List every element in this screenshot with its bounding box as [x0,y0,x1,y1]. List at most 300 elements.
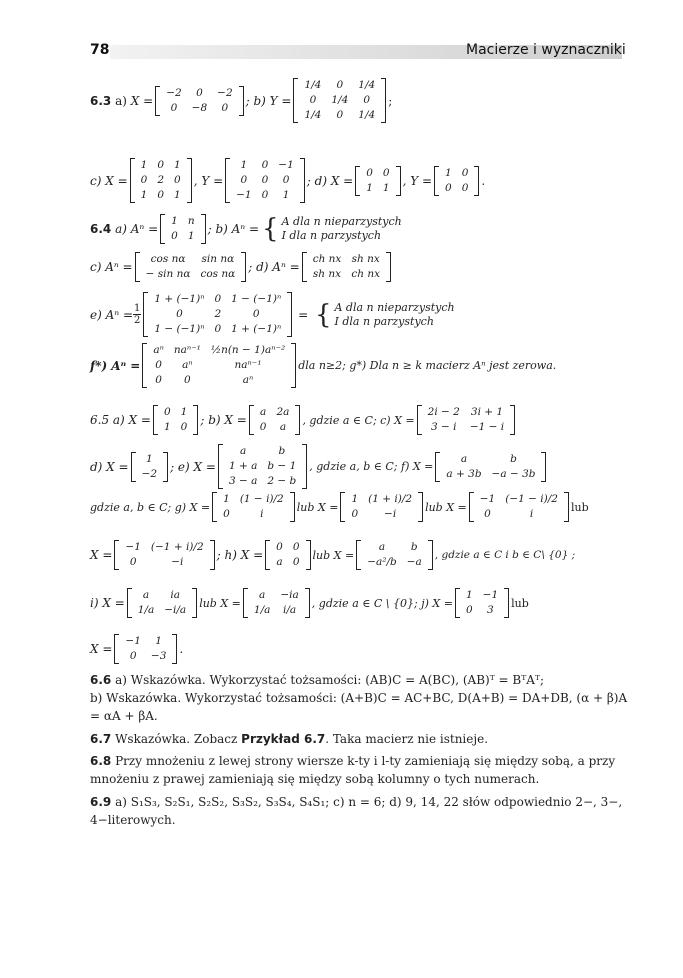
text: , gdzie a ∈ C; c) X = [302,413,415,427]
matrix-cell: 1/4 [358,109,376,121]
label-6-8: 6.8 [90,754,112,768]
matrix-cell: 0 [155,374,162,386]
text: lub X = [425,500,467,514]
matrix-cell: 1 + (−1)ⁿ [154,293,205,305]
matrix-cell: a [460,452,468,465]
matrix-cell: 3 − a [228,475,258,487]
matrix-cell: aⁿ [153,344,164,356]
matrix-row [440,181,473,196]
matrix-table [362,540,427,570]
matrix-6-4-f [142,343,296,388]
matrix-cell: 0 [157,159,165,171]
text: , Y = [402,173,433,188]
matrix-cell: 1 [240,159,248,171]
answer-6-5-g [90,492,589,522]
text: . [179,642,184,656]
matrix-cell: −ia [280,589,299,601]
matrix-table [423,405,510,435]
matrix-table [224,444,301,489]
matrix-row [120,555,208,570]
matrix-cell: 1 [163,421,171,433]
matrix-row [224,444,301,459]
matrix-row [475,492,563,507]
matrix-6-3-dY [434,166,479,196]
matrix-cell: −2 [217,86,233,99]
matrix-cell: 1 [155,635,162,647]
answer-6-8 [90,752,630,788]
case-line: I dla n parzystych [334,314,434,328]
matrix-row [441,452,540,467]
matrix-cell: a [142,589,150,601]
matrix-cell: 0 [351,508,359,520]
matrix-row [120,649,171,664]
text: ; b) X = [200,413,247,427]
matrix-cell: 0 [276,541,283,553]
matrix-6-3-X [155,86,243,116]
matrix-6-5-g4 [114,540,214,570]
matrix-cell: −2 [166,86,182,99]
matrix-table [440,166,473,196]
matrix-cell: 0 [382,166,390,179]
matrix-cell: 1/4 [304,109,322,121]
answer-6-5-j2 [90,634,183,664]
matrix-row [166,214,199,229]
text: a) Aⁿ = [115,222,159,236]
matrix-row [133,588,191,603]
matrix-cell: −a²/b [367,556,397,568]
answer-6-9 [90,793,630,829]
matrix-row [361,166,394,181]
text: ; h) X = [216,548,264,562]
matrix-cell: −i [384,508,397,520]
matrix-cell: 0 [163,406,171,418]
answer-6-3-cd [90,158,485,203]
matrix-row [141,267,241,282]
answer-6-4-e: e) Aⁿ = $\frac{1}{2}$ 1 + (−1)ⁿ 0 1 − (−1)ⁿ 0 2 0 1 − (−1)ⁿ 0 1 + (−1)ⁿ = { A dla n nieparzystych I dla n parzystych [90,293,455,335]
matrix-cell: 2 − b [267,475,297,487]
text: Przy mnożeniu z lewej strony wiersze k-ty i l-ty zamieniają się między sobą, a przy mnożeniu z prawej zamieniają się między sobą kolumny o tych numerach. [90,754,616,786]
matrix-cell: cos nα [200,268,236,280]
matrix-cell: −a − 3b [491,467,536,480]
matrix-cell: 0 [363,94,371,106]
matrix-cell: 0 [465,604,473,616]
matrix-cell: 1 [174,189,181,201]
text: . Taka macierz nie istnieje. [325,732,489,746]
text: f*) Aⁿ = [90,358,141,373]
text: ; e) X = [170,459,216,474]
matrix-cell: b [278,445,286,457]
matrix-cell: 0 [180,421,188,433]
answer-6-4-cd [90,252,393,282]
matrix-row [136,158,186,173]
matrix-cell: 0 [174,174,181,186]
case-line: I dla n parzystych [281,229,382,242]
matrix-row [362,555,427,570]
matrix-6-4-a [160,214,205,244]
text: e) Aⁿ = [90,307,133,322]
matrix-cell: −1 [278,159,294,171]
matrix-cell: ch nx [312,253,342,265]
text: X = [90,548,113,562]
matrix-row [166,229,199,244]
text: ; [388,93,393,108]
matrix-cell: sh nx [312,268,342,280]
text: lub [511,596,529,610]
text: d) X = [90,459,129,474]
matrix-cell: 2 [157,174,165,186]
matrix-row [218,492,289,507]
matrix-cell: 0 [171,230,178,242]
matrix-table [475,492,563,522]
matrix-cell: −1 [125,635,141,647]
text: , Y = [193,173,224,188]
text: gdzie a, b ∈ C; g) X = [90,500,211,514]
label-6-7: 6.7 [90,732,112,746]
matrix-row [271,540,304,555]
matrix-cell: a [279,421,287,433]
matrix-cell: sh nx [351,253,380,265]
text: dla n≥2; g*) Dla n ≥ k macierz Aⁿ jest zerowa. [298,359,557,372]
text: ; d) Aⁿ = [248,260,300,274]
matrix-cell: − sin nα [145,268,191,280]
matrix-cell: 0 [184,374,191,386]
matrix-cell: 1 [282,189,290,201]
matrix-cell: sin nα [201,253,235,265]
matrix-cell: 1 [174,159,181,171]
matrix-cell: −i/a [164,604,187,616]
matrix-cell: 0 [461,181,469,194]
answer-6-6 [90,671,630,725]
matrix-cell: (−1 − i)/2 [505,493,558,505]
matrix-row [346,507,417,522]
matrix-table [249,588,304,618]
matrix-table [218,492,289,522]
matrix-cell: 1 [465,589,473,601]
matrix-cell: 1 + a [228,460,258,472]
matrix-table [271,540,304,570]
matrix-cell: 0 [309,94,317,106]
matrix-cell: 0 [176,308,183,320]
matrix-cell: b [410,541,418,553]
example-reference: Przykład 6.7 [241,732,326,746]
matrix-cell: n [187,215,195,227]
matrix-table [441,452,540,482]
answer-6-5-abc [90,405,517,435]
case-line: A dla n nieparzystych [334,300,455,314]
matrix-cell: 1 + (−1)ⁿ [231,323,282,335]
matrix-table [361,166,394,196]
matrix-6-3-dX [355,166,400,196]
matrix-cell: −a [406,556,422,568]
matrix-cell: ½n(n − 1)aⁿ⁻² [210,344,286,356]
matrix-cell: 0 [261,189,269,201]
text: c) X = [90,173,128,188]
matrix-cell: 1 [140,189,148,201]
text: X = [90,642,113,656]
text: . [481,173,486,188]
page-number: 78 [90,42,110,58]
matrix-cell: 0 [461,166,469,179]
matrix-row [231,188,299,203]
text: b) Wskazówka. Wykorzystać tożsamości: (A+B)C = AC+BC, D(A+B) = DA+DB, (α + β)A = αA + βA. [90,691,628,723]
matrix-6-5-a [153,405,198,435]
matrix-row [148,358,290,373]
matrix-cell: 0 [366,166,373,179]
answer-6-5-def [90,444,548,489]
matrix-row [423,420,510,435]
matrix-cell: 0 [336,109,344,121]
matrix-cell: 0 [292,541,300,553]
matrix-cell: 0 [223,508,230,520]
text: lub X = [312,548,355,562]
text: a) Wskazówka. Wykorzystać tożsamości: (AB)C = A(BC), (AB)ᵀ = BᵀAᵀ; [115,673,545,687]
cases-6-4-e [334,301,454,329]
matrix-6-5-b [249,405,301,435]
matrix-6-5-g1 [212,492,295,522]
answer-6-4-fg [90,343,556,388]
matrix-row [308,267,385,282]
matrix-cell: 1/4 [358,79,376,91]
matrix-cell: −1 [482,589,499,601]
matrix-cell: 0 [336,79,344,91]
matrix-cell: i/a [283,604,297,616]
matrix-6-4-e [143,292,292,337]
label-6-6: 6.6 [90,673,112,687]
matrix-cell: 0 [214,293,222,305]
matrix-table [255,405,295,435]
matrix-row [148,373,290,388]
matrix-6-5-d [131,452,168,482]
matrix-cell: 1/a [253,604,271,616]
matrix-cell: 1/4 [304,79,322,91]
matrix-row [475,507,563,522]
matrix-cell: −2 [141,467,158,480]
matrix-table [166,214,199,244]
matrix-cell: aⁿ [242,374,254,386]
text: , gdzie a ∈ C i b ∈ C\ {0} ; [434,549,576,561]
matrix-row [346,492,417,507]
matrix-6-3-cY [225,158,305,203]
text: i) X = [90,596,125,610]
matrix-cell: 1 [187,230,195,242]
matrix-cell: 2 [214,308,222,320]
matrix-cell: 0 [282,174,290,186]
text: ; d) X = [306,173,354,188]
answer-6-5-h [90,540,575,570]
matrix-row [149,307,286,322]
text: Wskazówka. Zobacz [115,732,238,746]
label-6-4: 6.4 [90,222,112,236]
matrix-cell: −1 [125,541,141,553]
matrix-cell: 1 [171,215,178,227]
matrix-table [308,252,385,282]
matrix-row [120,540,208,555]
matrix-row [308,252,385,267]
text: , gdzie a, b ∈ C; f) X = [309,460,434,473]
matrix-cell: b [510,452,517,465]
matrix-row [120,634,171,649]
matrix-6-3-cX [130,158,192,203]
matrix-6-5-j1 [455,588,509,618]
matrix-cell: 1 [351,493,359,505]
answer-6-5-ij [90,588,529,618]
matrix-cell: (−1 + i)/2 [150,541,204,553]
text: a) [115,93,127,108]
text: lub X = [296,500,339,514]
matrix-cell: 3 [487,604,494,616]
matrix-cell: a [240,445,247,457]
matrix-cell: 2a [276,406,290,418]
matrix-6-4-c [135,252,247,282]
matrix-row [271,555,304,570]
matrix-6-5-j2 [114,634,177,664]
text: a) S₁S₃, S₂S₁, S₂S₂, S₃S₂, S₃S₄, S₄S₁; c) n = 6; d) 9, 14, 22 słów odpowiednio 2−, 3−, 4−literowych. [90,795,623,827]
matrix-cell: cos nα [150,253,186,265]
matrix-row [224,474,301,489]
matrix-cell: 1/4 [331,94,349,106]
matrix-6-5-c [417,405,516,435]
matrix-row [159,405,192,420]
matrix-cell: a [378,541,386,553]
matrix-row [218,507,289,522]
numerator: 1 [134,303,141,314]
matrix-cell: 0 [157,189,165,201]
matrix-row [299,108,380,123]
matrix-cell: 3i + 1 [470,406,504,418]
matrix-table [120,634,171,664]
matrix-cell: −8 [191,101,208,114]
matrix-row [224,459,301,474]
matrix-cell: 0 [259,421,267,433]
matrix-row [255,405,295,420]
matrix-row [231,173,299,188]
matrix-cell: 1 [140,159,148,171]
matrix-table [159,405,192,435]
matrix-6-4-d [302,252,391,282]
answer-6-3-ab [90,78,392,123]
matrix-cell: 2i − 2 [427,406,460,418]
matrix-table [120,540,208,570]
matrix-cell: (1 + i)/2 [368,493,413,505]
matrix-cell: 0 [261,174,269,186]
matrix-row [136,173,186,188]
matrix-cell: naⁿ⁻¹ [234,359,262,371]
matrix-6-5-i2 [243,588,310,618]
matrix-cell: 1 [180,406,188,418]
matrix-cell: 1 [445,166,452,179]
matrix-table [231,158,299,203]
fraction-half [133,303,141,326]
matrix-row [461,588,503,603]
text: 6.5 a) X = [90,413,151,427]
matrix-cell: 1 [145,452,153,465]
case-line: A dla n nieparzystych [281,215,402,228]
matrix-row [249,603,304,618]
matrix-6-5-e [218,444,307,489]
matrix-cell: a + 3b [446,467,482,480]
page-header [0,37,683,71]
matrix-cell: ia [170,589,181,601]
matrix-row [299,78,380,93]
text: ; b) Aⁿ = [207,222,260,236]
matrix-cell: 1 [223,493,230,505]
matrix-table [461,588,503,618]
matrix-cell: −1 [236,189,252,201]
matrix-cell: −1 [479,493,496,505]
matrix-table [161,86,237,116]
matrix-row [441,467,540,482]
matrix-6-5-g2 [340,492,423,522]
left-brace: { [262,214,279,244]
matrix-cell: 0 [261,159,269,171]
matrix-cell: 0 [129,556,137,568]
matrix-6-5-f [435,452,546,482]
matrix-row [440,166,473,181]
matrix-cell: 0 [484,508,491,520]
text: ; b) Y = [245,93,292,108]
matrix-cell: (1 − i)/2 [239,493,284,505]
matrix-6-5-g3 [469,492,569,522]
matrix-row [299,93,380,108]
matrix-row [361,181,394,196]
matrix-row [133,603,191,618]
chapter-title: Macierze i wyznaczniki [466,42,626,58]
matrix-cell: 0 [155,359,162,371]
matrix-cell: 0 [196,86,203,99]
matrix-table [149,292,286,337]
matrix-row [249,588,304,603]
matrix-table [141,252,241,282]
matrix-cell: aⁿ [182,359,193,371]
matrix-cell: 0 [445,181,452,194]
matrix-cell: a [260,406,267,418]
matrix-table [148,343,290,388]
matrix-row [161,101,237,116]
label-6-3: 6.3 [90,93,112,108]
matrix-row [148,343,290,358]
answer-6-7 [90,730,630,748]
label-6-9: 6.9 [90,795,112,809]
matrix-cell: 0 [170,101,178,114]
matrix-cell: i [529,508,534,520]
matrix-cell: 1/a [137,604,155,616]
text: X = [130,93,154,108]
matrix-6-3-Y [293,78,386,123]
matrix-row [461,603,503,618]
denominator: 2 [134,315,141,326]
matrix-cell: −i [171,556,184,568]
matrix-row [136,188,186,203]
matrix-cell: 0 [240,174,248,186]
matrix-cell: i [260,508,264,520]
matrix-cell: ch nx [351,268,381,280]
matrix-row [141,252,241,267]
matrix-cell: −3 [150,650,167,662]
matrix-cell: 0 [252,308,260,320]
text: lub [570,500,589,514]
matrix-cell: 1 − (−1)ⁿ [154,323,205,335]
matrix-cell: 0 [292,556,300,568]
matrix-row [159,420,192,435]
matrix-6-5-h1 [265,540,310,570]
matrix-cell: 0 [214,323,222,335]
matrix-cell: a [276,556,283,568]
matrix-table [346,492,417,522]
matrix-cell: 1 − (−1)ⁿ [231,293,282,305]
matrix-row [149,322,286,337]
matrix-row [362,540,427,555]
matrix-cell: 1 [366,181,373,194]
